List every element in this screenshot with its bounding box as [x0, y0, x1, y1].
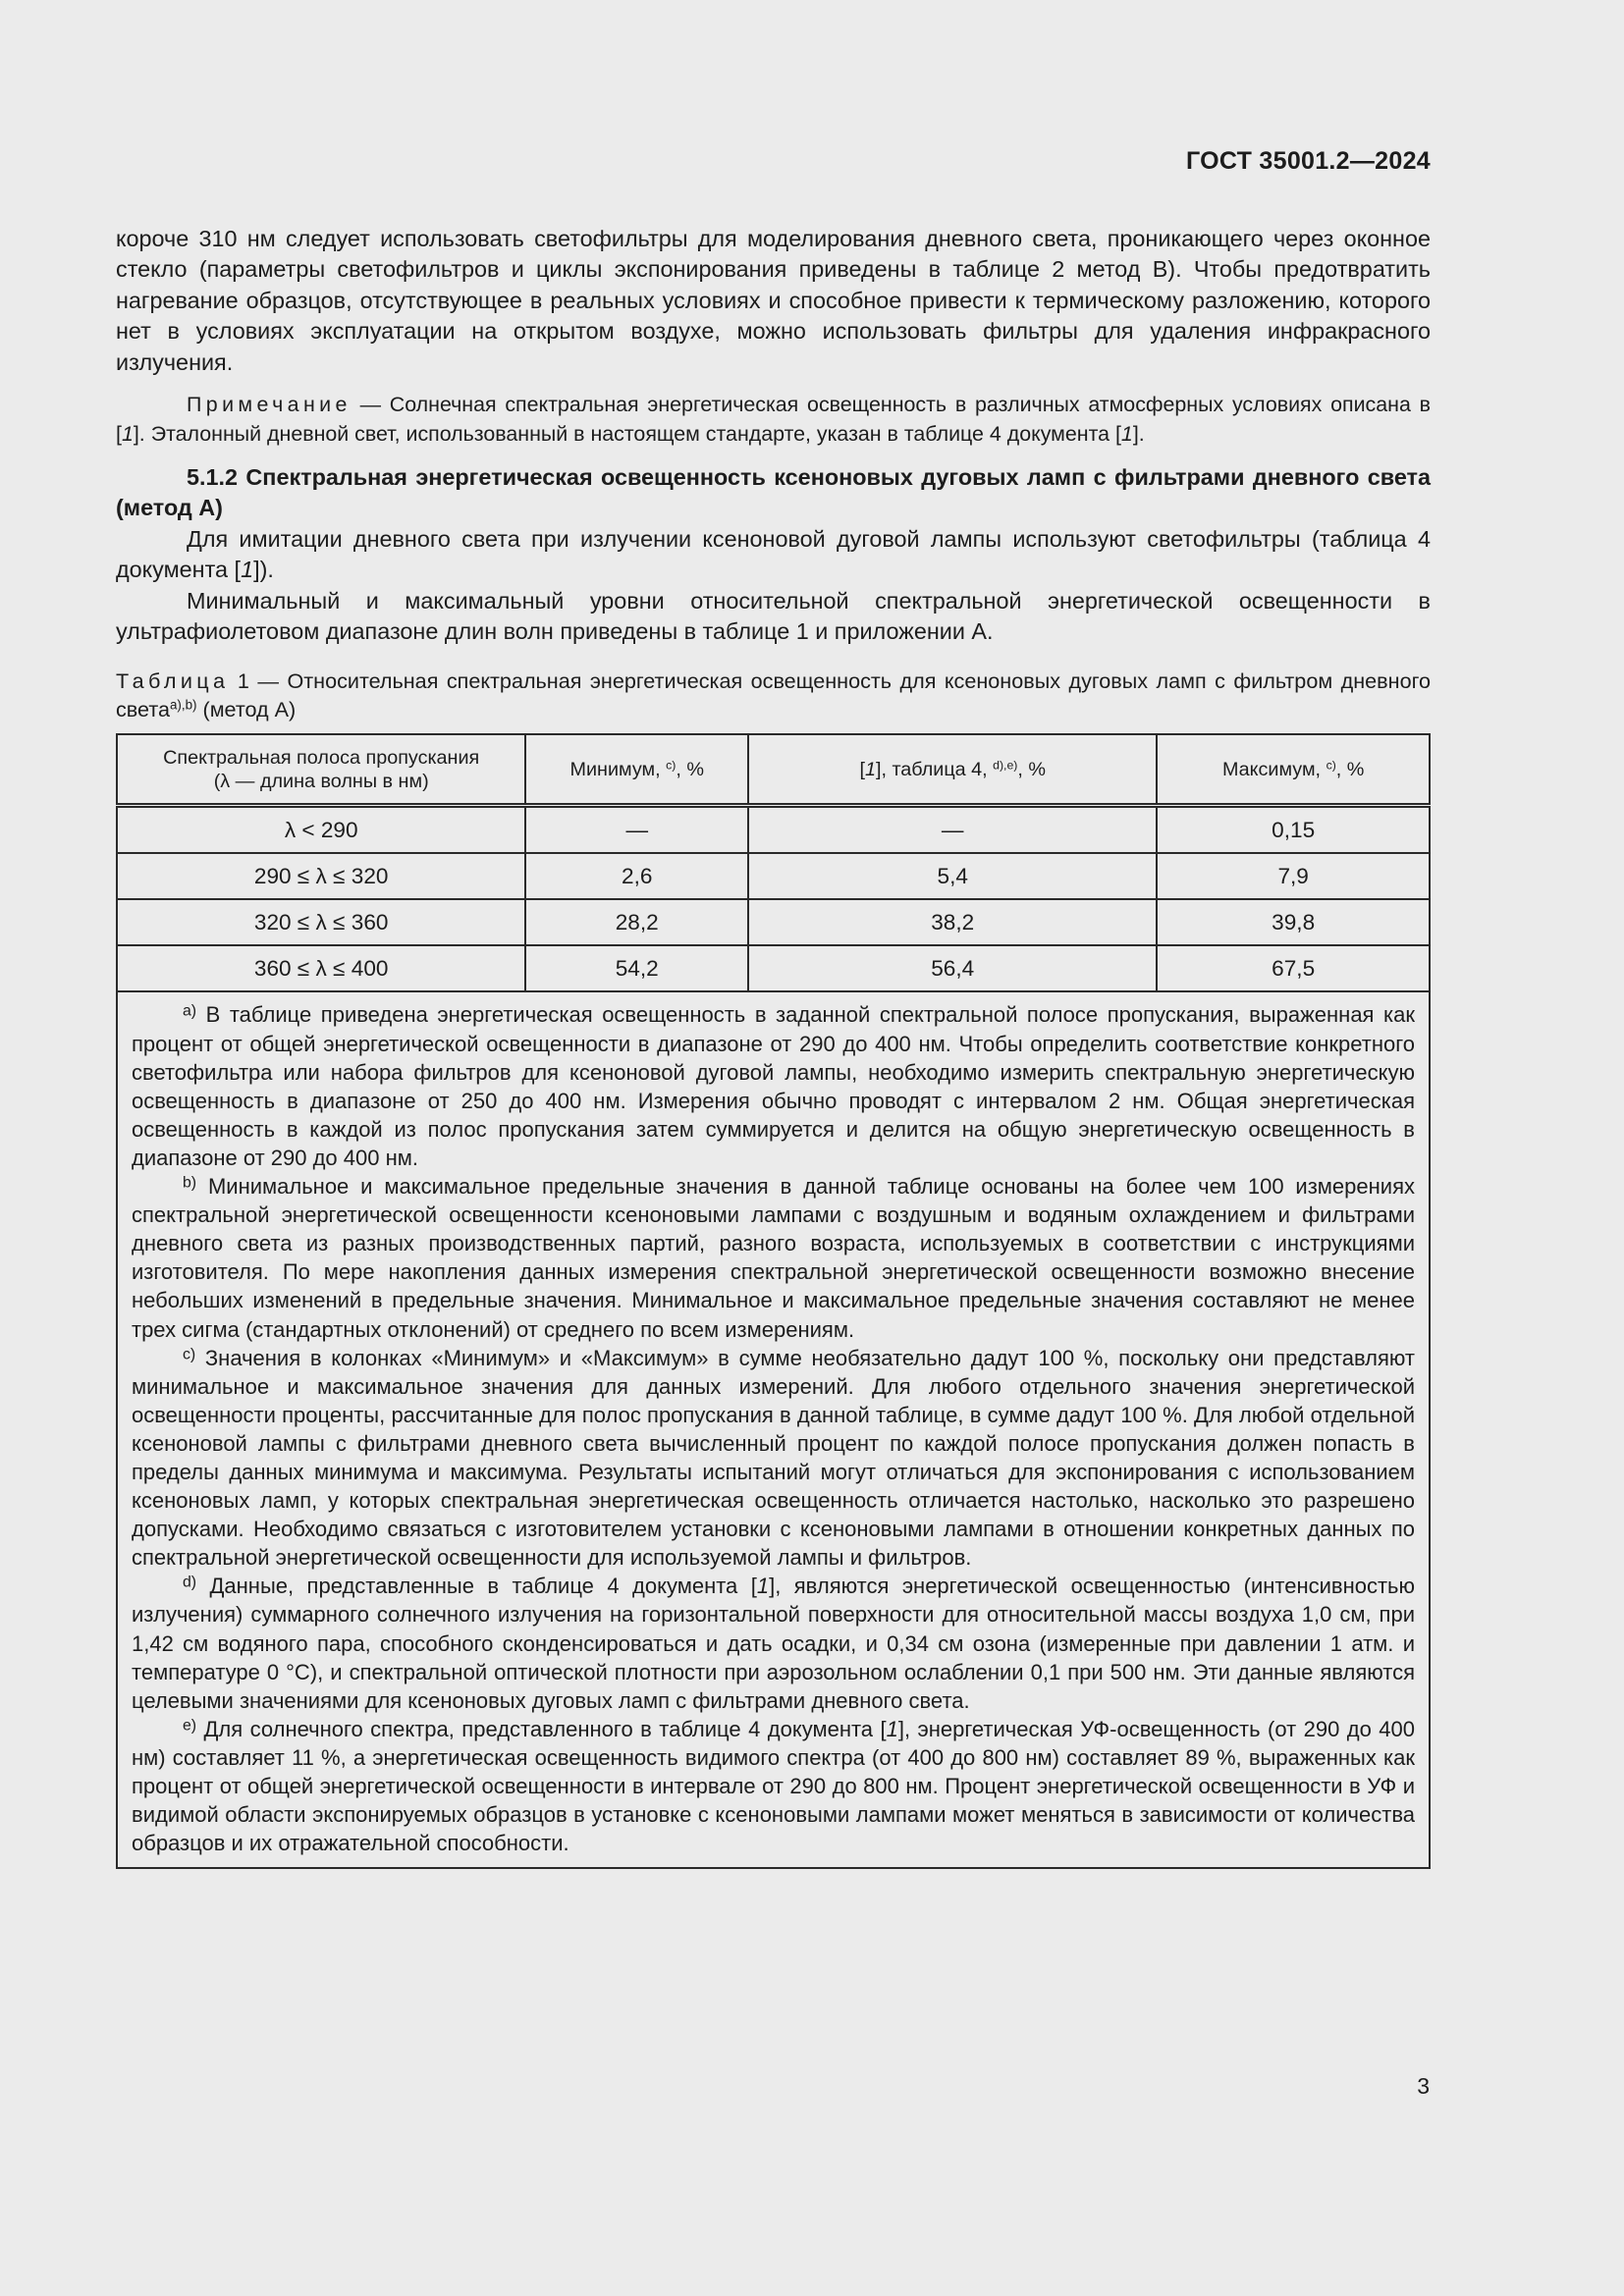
cell-band: 360 ≤ λ ≤ 400 — [117, 945, 525, 991]
cell-max: 0,15 — [1157, 806, 1430, 854]
cell-min: — — [525, 806, 748, 854]
cell-max: 39,8 — [1157, 899, 1430, 945]
footnote-marker: d) — [183, 1575, 197, 1592]
table-row — [117, 853, 1430, 899]
document-code: ГОСТ 35001.2—2024 — [1185, 147, 1431, 175]
footnote-c: $^{c)}$ Значения в колонках «Минимум» и «Максимум» в сумме необязательно дадут 100 %, поскольку они представляют минимальное и максимальное значения для данных измерений. Для любого отдельного значения энергетической освещенности проценты, рассчитанные для полос пропускания в данной таблице, в сумме дадут 100 %. Для любой отдельной ксеноновой лампы с фильтрами дневного света вычисленный процент по каждой полосе пропускания должен попасть в пределы данных минимума и максимума. Результаты испытаний могут отличаться для экспонирования с использованием ксеноновых ламп, у которых спектральная энергетическая освещенность отличается настолько, насколько это разрешено допусками. Необходимо связаться с изготовителем установки с ксеноновыми лампами в отношении конкретных данных по спектральной энергетической освещенности для используемой лампы и фильтров. — [132, 1345, 1415, 1571]
cell-ref: 5,4 — [748, 853, 1157, 899]
page-content — [116, 224, 1431, 1869]
cell-max: 7,9 — [1157, 853, 1430, 899]
reference-1: 1 — [121, 421, 134, 446]
footnote-b: $^{b)}$ Минимальное и максимальное предельные значения в данной таблице основаны на более чем 100 измерениях спектральной энергетической освещенности ксеноновыми лампами с воздушным и водяным охлаждением и фильтрами дневного света из разных производственных партий, разного возраста, используемых в соответствии с инструкциями изготовителя. По мере накопления данных измерения спектральной энергетической освещенности возможно внесение небольших изменений в предельные значения. Минимальное и максимальное предельные значения составляют не менее трех сигма (стандартных отклонений) от среднего по всем измерениям. — [132, 1174, 1415, 1342]
table-row — [117, 945, 1430, 991]
reference-1: 1 — [756, 1574, 770, 1599]
table-caption-label: Таблица — [116, 668, 230, 694]
table-footnotes-row — [117, 991, 1430, 1868]
footnote-a: $^{a)}$ В таблице приведена энергетическая освещенность в заданной спектральной полосе пропускания, выраженная как процент от общей энергетической освещенности в диапазоне от 290 до 400 нм. Чтобы определить соответствие конкретного светофильтра или набора фильтров для ксеноновой дуговой лампы, необходимо измерить спектральную энергетическую освещенность в диапазоне от 250 до 400 нм. Измерения обычно проводят с интервалом 2 нм. Общая энергетическая освещенность в каждой из полос пропускания затем суммируется и делится на общую энергетическую освещенность в диапазоне от 290 до 400 нм. — [132, 1002, 1415, 1170]
table-row — [117, 806, 1430, 854]
table-caption: Таблица 1 — Относительная спектральная энергетическая освещенность для ксеноновых дуговых ламп с фильтром дневного света$^{a),b)}$ (метод А) — [116, 668, 1431, 722]
footnote-e: $^{e)}$ Для солнечного спектра, представленного в таблице 4 документа [1], энергетическая УФ-освещенность (от 290 до 400 нм) составляет 11 %, а энергетическая освещенность видимого спектра (от 400 до 800 нм) составляет 89 %, выраженных как процент от общей энергетической освещенности в интервале от 290 до 800 нм. Процент энергетической освещенности в УФ и видимой области экспонируемых образцов в установке с ксеноновыми лампами может меняться в зависимости от количества образцов и их отражательной способности. — [132, 1716, 1415, 1856]
header-reference: [1], таблица 4, $^{d),e)}$, % — [748, 734, 1157, 806]
footnote-marker: a) — [183, 1003, 197, 1021]
reference-1: 1 — [1120, 421, 1133, 446]
note-paragraph: Примечание — Солнечная спектральная энергетическая освещенность в различных атмосферных условиях описана в [1]. Эталонный дневной свет, использованный в настоящем стандарте, указан в таблице 4 документа [1]. — [116, 393, 1431, 446]
page-number: 3 — [1417, 2073, 1430, 2099]
table-header-row — [117, 734, 1430, 806]
table-footnotes — [117, 991, 1430, 1868]
note-label: Примечание — [187, 393, 352, 417]
footnote-marker: e) — [183, 1717, 197, 1735]
cell-min: 28,2 — [525, 899, 748, 945]
intro-paragraph: короче 310 нм следует использовать светофильтры для моделирования дневного света, проникающего через оконное стекло (параметры светофильтров и циклы экспонирования приведены в таблице 2 метод В). Чтобы предотвратить нагревание образцов, отсутствующее в реальных условиях и способное привести к термическому разложению, которого нет в условиях эксплуатации на открытом воздухе, можно использовать фильтры для удаления инфракрасного излучения. — [116, 226, 1431, 375]
footnote-marker: a),b) — [169, 698, 197, 714]
section-heading: 5.1.2 Спектральная энергетическая освещенность ксеноновых дуговых ламп с фильтрами дневного света (метод А) — [116, 464, 1431, 521]
reference-1: 1 — [241, 557, 254, 583]
cell-max: 67,5 — [1157, 945, 1430, 991]
footnote-d: $^{d)}$ Данные, представленные в таблице 4 документа [1], являются энергетической освещенностью (интенсивностью излучения) суммарного солнечного излучения на горизонтальной поверхности для относительной массы воздуха 1,0 см, при 1,42 см водяного пара, способного сконденсироваться и дать осадки, и 0,34 см озона (измеренные при давлении 1 атм. и температуре 0 °C), и спектральной оптической плотности при аэрозольном ослаблении 0,1 при 500 нм. Эти данные являются целевыми значениями для ксеноновых дуговых ламп с фильтрами дневного света. — [132, 1574, 1415, 1713]
table-row — [117, 899, 1430, 945]
irradiance-table — [116, 733, 1431, 1869]
footnote-marker: c) — [183, 1346, 196, 1363]
section-paragraph-1: Для имитации дневного света при излучении ксеноновой дуговой лампы используют светофильтры (таблица 4 документа [1]). — [116, 525, 1431, 583]
cell-band: λ < 290 — [117, 806, 525, 854]
section-paragraph-2: Минимальный и максимальный уровни относительной спектральной энергетической освещенности в ультрафиолетовом диапазоне длин волн приведены в таблице 1 и приложении А. — [116, 587, 1431, 645]
cell-min: 2,6 — [525, 853, 748, 899]
cell-min: 54,2 — [525, 945, 748, 991]
footnote-marker: b) — [183, 1174, 197, 1192]
cell-ref: 38,2 — [748, 899, 1157, 945]
header-maximum: Максимум, $^{c)}$, % — [1157, 734, 1430, 806]
reference-1: 1 — [886, 1716, 898, 1741]
cell-ref: — — [748, 806, 1157, 854]
cell-band: 290 ≤ λ ≤ 320 — [117, 853, 525, 899]
cell-band: 320 ≤ λ ≤ 360 — [117, 899, 525, 945]
cell-ref: 56,4 — [748, 945, 1157, 991]
header-minimum: Минимум, $^{c)}$, % — [525, 734, 748, 806]
header-spectral-band: Спектральная полоса пропускания (λ — длина волны в нм) — [117, 734, 525, 806]
